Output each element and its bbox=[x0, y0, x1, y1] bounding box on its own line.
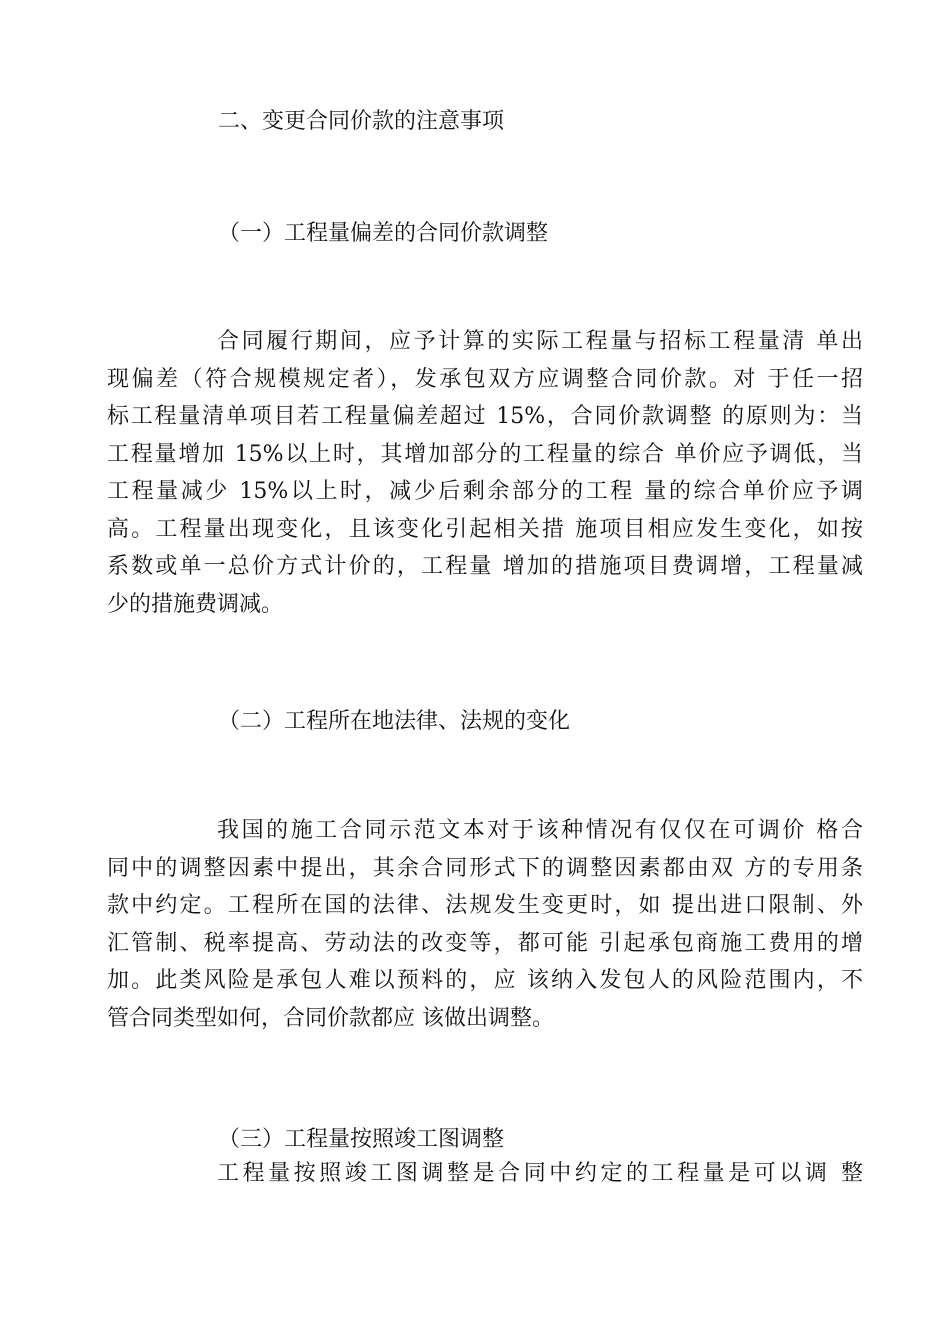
paragraph-line: 系数或单一总价方式计价的，工程量 增加的措施项目费调增，工程量减 bbox=[107, 554, 863, 579]
paragraph-line: 合同履行期间，应予计算的实际工程量与招标工程量清 单出 bbox=[217, 329, 863, 354]
paragraph-line: 标工程量清单项目若工程量偏差超过 15%，合同价款调整 的原则为：当 bbox=[107, 404, 863, 429]
paragraph-line: 我国的施工合同示范文本对于该种情况有仅仅在可调价 格合 bbox=[217, 818, 863, 843]
paragraph-line: 同中的调整因素中提出，其余合同形式下的调整因素都由双 方的专用条 bbox=[107, 855, 863, 881]
paragraph-line: 工程量按照竣工图调整是合同中约定的工程量是可以调 整 bbox=[217, 1161, 863, 1186]
paragraph-3 bbox=[107, 1155, 863, 1193]
paragraph-line: 工程量减少 15%以上时，减少后剩余部分的工程 量的综合单价应予调 bbox=[107, 479, 863, 504]
paragraph-line: 款中约定。工程所在国的法律、法规发生变更时，如 提出进口限制、外 bbox=[107, 893, 863, 918]
subsection-heading-1: （一）工程量偏差的合同价款调整 bbox=[218, 221, 549, 246]
paragraph-line: 汇管制、税率提高、劳动法的改变等，都可能 引起承包商施工费用的增 bbox=[107, 930, 863, 956]
paragraph-line: 加。此类风险是承包人难以预料的，应 该纳入发包人的风险范围内，不 bbox=[107, 968, 863, 993]
paragraph-line: 高。工程量出现变化，且该变化引起相关措 施项目相应发生变化，如按 bbox=[107, 516, 863, 542]
paragraph-line: 少的措施费调减。 bbox=[107, 591, 284, 617]
paragraph-1 bbox=[107, 323, 863, 623]
paragraph-line: 管合同类型如何，合同价款都应 该做出调整。 bbox=[107, 1005, 554, 1031]
subsection-heading-3: （三）工程量按照竣工图调整 bbox=[218, 1127, 505, 1152]
paragraph-line: 现偏差（符合规模规定者），发承包双方应调整合同价款。对 于任一招 bbox=[107, 366, 863, 392]
section-title: 二、变更合同价款的注意事项 bbox=[218, 109, 505, 134]
subsection-heading-2: （二）工程所在地法律、法规的变化 bbox=[218, 709, 571, 734]
paragraph-line: 工程量增加 15%以上时，其增加部分的工程量的综合 单价应予调低，当 bbox=[107, 441, 863, 467]
paragraph-2 bbox=[107, 812, 863, 1037]
